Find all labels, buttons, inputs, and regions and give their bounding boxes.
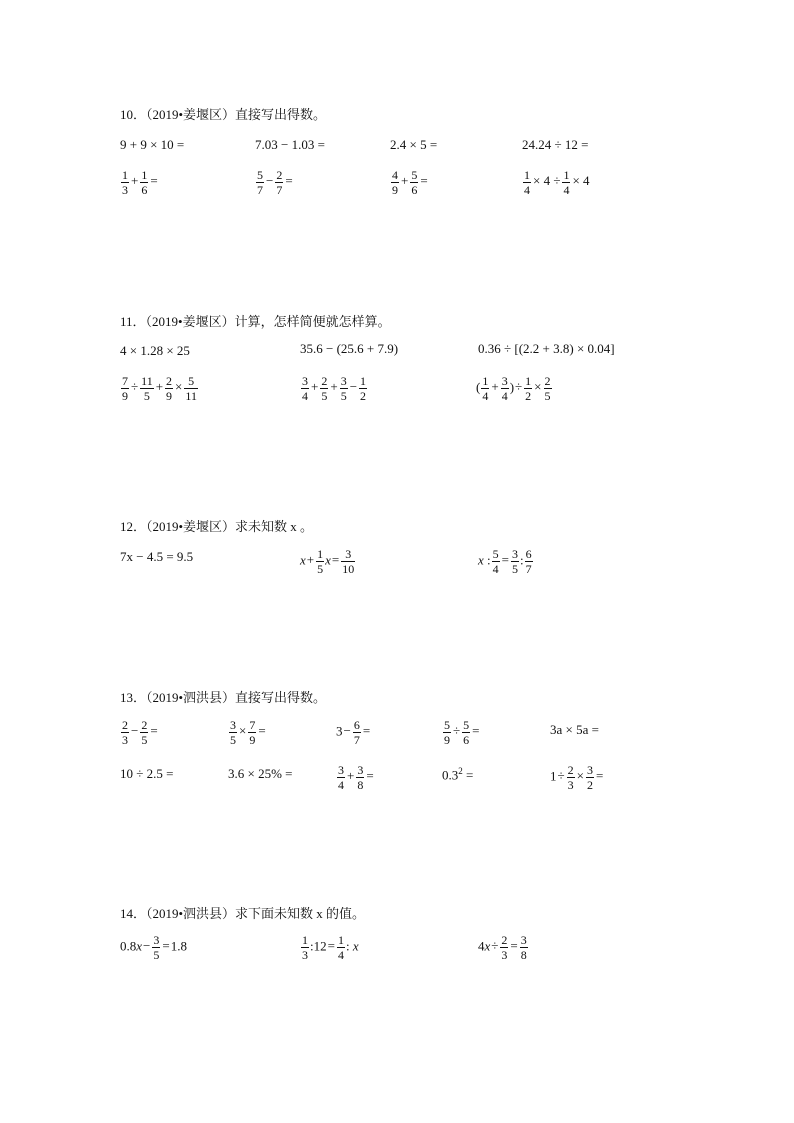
q12-title: 12．（2019•姜堰区）求未知数 x 。	[120, 519, 314, 534]
q10-expr-7: $\frac{4}{9}$ + $\frac{5}{6}$ =	[392, 168, 428, 197]
q10-expr-5: $\frac{1}{3}$ + $\frac{1}{6}$ =	[122, 168, 158, 197]
q10-expr-2: 7.03 − 1.03 =	[255, 137, 325, 152]
q10-expr-3: 2.4 × 5 =	[390, 137, 438, 152]
q14-title: 14．（2019•泗洪县）求下面未知数 x 的值。	[120, 906, 366, 921]
q13-expr-3: 3− $\frac{6}{7}$ =	[336, 718, 371, 747]
q10-expr-1: 9 + 9 × 10 =	[120, 137, 185, 152]
q14-expr-2: $\frac{1}{3}$ :12= $\frac{1}{4}$ : x	[302, 933, 359, 962]
q13-expr-5: 3a × 5a =	[550, 722, 599, 737]
q11-expr-6: ( $\frac{1}{4}$ + $\frac{3}{4}$ )÷ $\frac{1}{2}$ × $\frac{2}{5}$	[476, 374, 551, 403]
q10-expr-8: $\frac{1}{4}$ × 4 ÷ $\frac{1}{4}$ × 4	[524, 168, 590, 197]
q12-expr-1: 7x − 4.5 = 9.5	[120, 549, 194, 564]
q13-expr-9-exponent: 2	[458, 766, 463, 776]
q13-expr-9-tail: =	[462, 767, 474, 783]
q12-expr-2: x+ $\frac{1}{5}$ x= $\frac{3}{10}$	[300, 547, 355, 576]
q10-title: 10．（2019•姜堰区）直接写出得数。	[120, 107, 327, 122]
q11-expr-1: 4 × 1.28 × 25	[120, 343, 190, 358]
q13-expr-6: 10 ÷ 2.5 =	[120, 766, 174, 781]
q14-expr-1: 0.8x− $\frac{3}{5}$ =1.8	[120, 933, 187, 962]
q10-expr-6: $\frac{5}{7}$ − $\frac{2}{7}$ =	[257, 168, 293, 197]
q11-expr-3: 0.36 ÷ [(2.2 + 3.8) × 0.04]	[478, 341, 615, 356]
q13-expr-9-base: 0.3	[442, 767, 459, 783]
q10-expr-4: 24.24 ÷ 12 =	[522, 137, 589, 152]
q13-expr-4: $\frac{5}{9}$ ÷ $\frac{5}{6}$ =	[444, 718, 480, 747]
q13-expr-9	[442, 767, 473, 781]
q11-expr-4: $\frac{7}{9}$ ÷ $\frac{11}{5}$ + $\frac{2}{9}$ × $\frac{5}{11}$	[122, 374, 197, 403]
q12-expr-3: x : $\frac{5}{4}$ = $\frac{3}{5}$ : $\frac{6}{7}$	[478, 547, 532, 576]
q13-title: 13．（2019•泗洪县）直接写出得数。	[120, 690, 327, 705]
q13-expr-7: 3.6 × 25% =	[228, 766, 293, 781]
q14-expr-3: 4x÷ $\frac{2}{3}$ = $\frac{3}{8}$	[478, 933, 527, 962]
q11-expr-2: 35.6 − (25.6 + 7.9)	[300, 341, 399, 356]
q11-expr-5: $\frac{3}{4}$ + $\frac{2}{5}$ + $\frac{3}{5}$ − $\frac{1}{2}$	[302, 374, 367, 403]
q11-title: 11．（2019•姜堰区）计算，怎样简便就怎样算。	[120, 314, 391, 329]
q13-expr-10: 1÷ $\frac{2}{3}$ × $\frac{3}{2}$ =	[550, 763, 604, 792]
q13-expr-8: $\frac{3}{4}$ + $\frac{3}{8}$ =	[338, 763, 374, 792]
q13-expr-2: $\frac{3}{5}$ × $\frac{7}{9}$ =	[230, 718, 266, 747]
q13-expr-1: $\frac{2}{3}$ − $\frac{2}{5}$ =	[122, 718, 158, 747]
